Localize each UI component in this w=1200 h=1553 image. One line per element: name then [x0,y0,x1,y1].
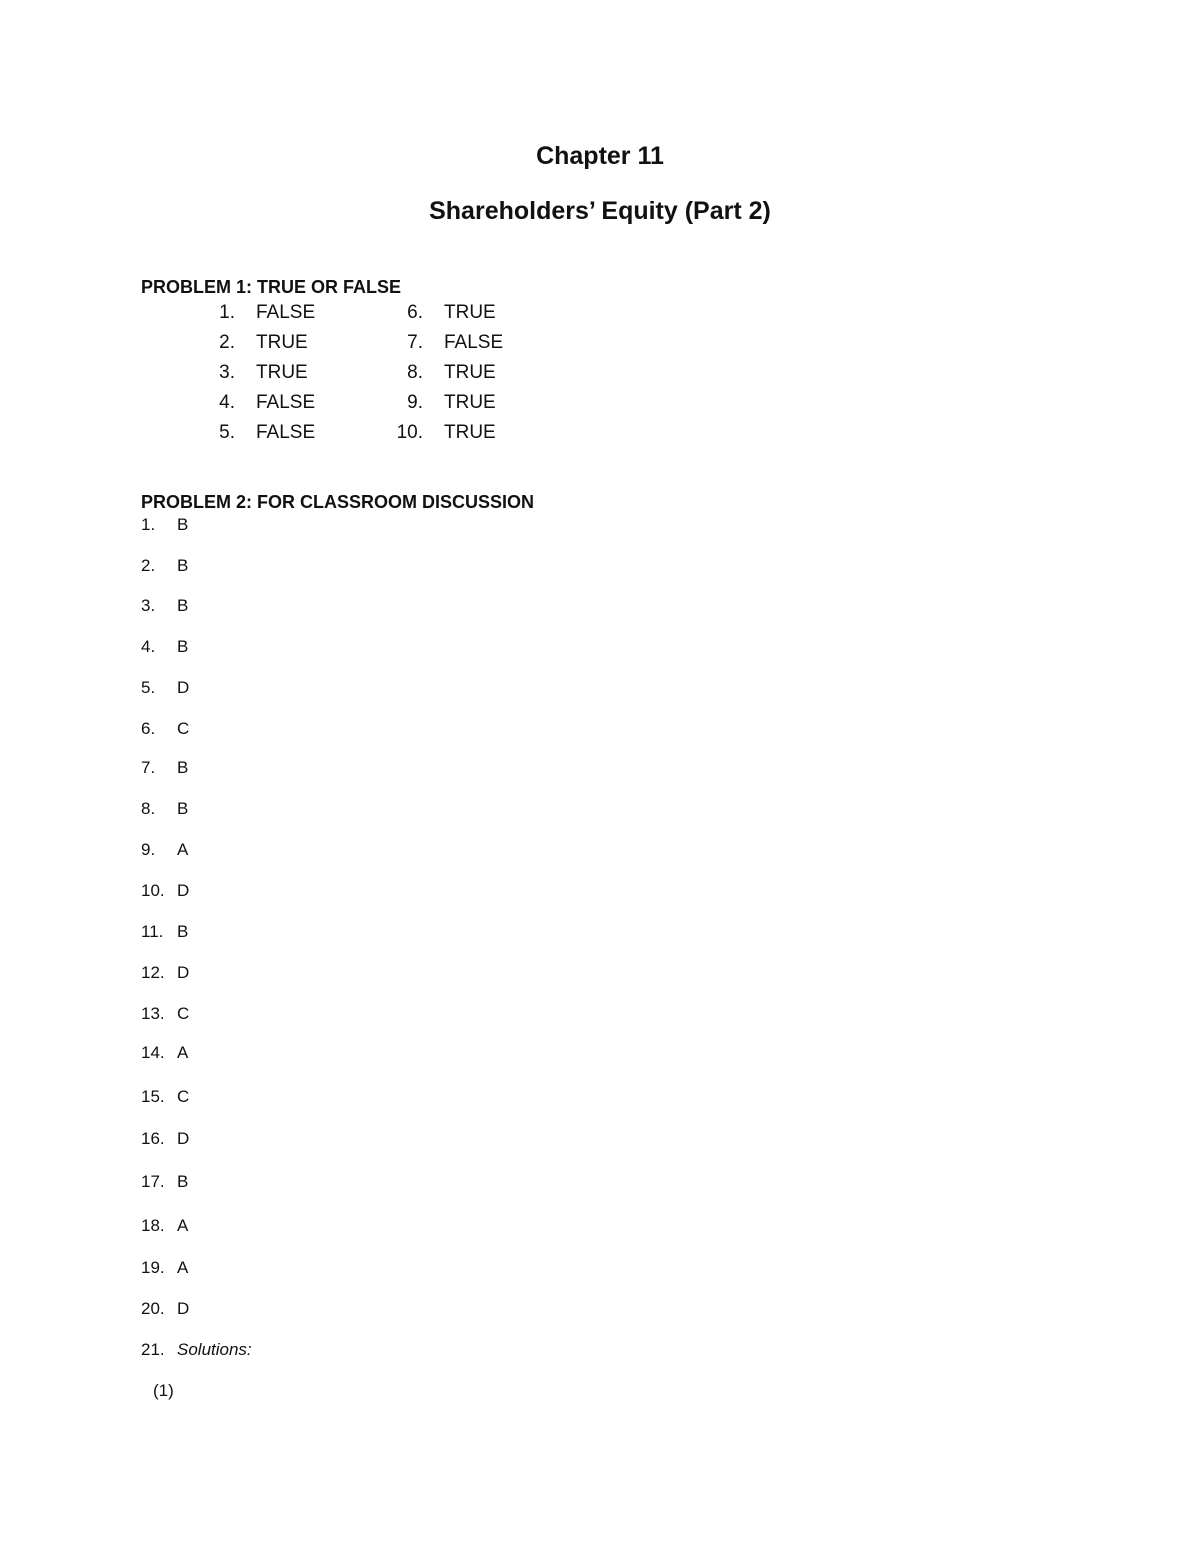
item-answer: FALSE [256,422,316,443]
list-item [141,1129,189,1149]
list-item [141,678,189,698]
item-number: 14. [141,1043,165,1062]
item-answer: B [177,596,189,615]
item-number: 1. [141,515,156,534]
sub-item-label: (1) [153,1381,174,1400]
item-number: 21. [141,1340,165,1359]
list-item [141,596,188,616]
item-answer: B [177,799,189,818]
chapter-title: Chapter 11 [536,142,664,170]
item-answer: TRUE [444,302,496,323]
item-number: 16. [141,1129,165,1148]
item-answer: FALSE [256,302,316,323]
list-item [141,1004,189,1024]
item-answer: B [177,637,189,656]
item-answer: D [177,963,190,982]
item-answer: A [177,1258,189,1277]
item-number: 8. [407,362,423,383]
item-number: 2. [219,332,235,353]
item-answer: TRUE [444,392,496,413]
item-answer: D [177,1129,190,1148]
problem1-heading: PROBLEM 1: TRUE OR FALSE [141,277,402,297]
item-number: 11. [141,922,164,941]
list-item [141,840,188,860]
list-item [141,719,189,739]
item-answer: TRUE [256,362,308,383]
item-number: 13. [141,1004,165,1023]
item-number: 5. [141,678,156,697]
item-answer: B [177,922,189,941]
item-number: 1. [219,302,235,323]
item-answer: TRUE [444,362,496,383]
item-number: 6. [141,719,156,738]
item-answer: Solutions: [177,1340,252,1359]
list-item [141,1172,188,1192]
answer-row [0,392,700,422]
list-item [141,1087,189,1107]
list-item [141,1043,188,1063]
list-item [141,758,188,778]
item-number: 20. [141,1299,165,1318]
item-number: 18. [141,1216,165,1235]
answer-row [0,362,700,392]
list-item [141,1258,188,1278]
list-item [141,922,188,942]
item-number: 7. [407,332,423,353]
item-number: 12. [141,963,165,982]
list-item [141,1216,188,1236]
item-number: 5. [219,422,235,443]
list-item [141,1340,252,1360]
item-number: 10. [396,422,423,443]
answer-row [0,332,700,362]
item-number: 9. [141,840,156,859]
item-answer: C [177,1087,190,1106]
problem2-heading: PROBLEM 2: FOR CLASSROOM DISCUSSION [141,492,535,512]
item-number: 17. [141,1172,165,1191]
list-item [141,556,188,576]
list-item [141,1299,189,1319]
answer-row [0,422,700,452]
list-item [141,881,189,901]
item-answer: TRUE [256,332,308,353]
item-number: 2. [141,556,156,575]
item-number: 10. [141,881,165,900]
item-answer: A [177,840,189,859]
item-answer: C [177,1004,190,1023]
item-answer: C [177,719,190,738]
item-answer: B [177,1172,189,1191]
item-number: 9. [407,392,423,413]
list-item [141,515,188,535]
item-answer: A [177,1043,189,1062]
item-answer: D [177,881,190,900]
item-answer: B [177,556,189,575]
item-number: 4. [219,392,235,413]
item-answer: B [177,515,189,534]
chapter-subtitle: Shareholders’ Equity (Part 2) [429,197,771,225]
item-answer: D [177,678,190,697]
item-answer: B [177,758,189,777]
item-number: 8. [141,799,156,818]
item-number: 15. [141,1087,165,1106]
item-number: 19. [141,1258,165,1277]
item-number: 6. [407,302,423,323]
item-number: 3. [141,596,156,615]
item-answer: TRUE [444,422,496,443]
item-number: 7. [141,758,156,777]
list-item [141,799,188,819]
item-answer: FALSE [256,392,316,413]
item-answer: D [177,1299,190,1318]
item-answer: FALSE [444,332,504,353]
item-number: 3. [219,362,235,383]
true-false-answer-table [0,302,700,452]
list-item [141,637,188,657]
item-answer: A [177,1216,189,1235]
answer-row [0,302,700,332]
list-item [141,963,189,983]
item-number: 4. [141,637,156,656]
